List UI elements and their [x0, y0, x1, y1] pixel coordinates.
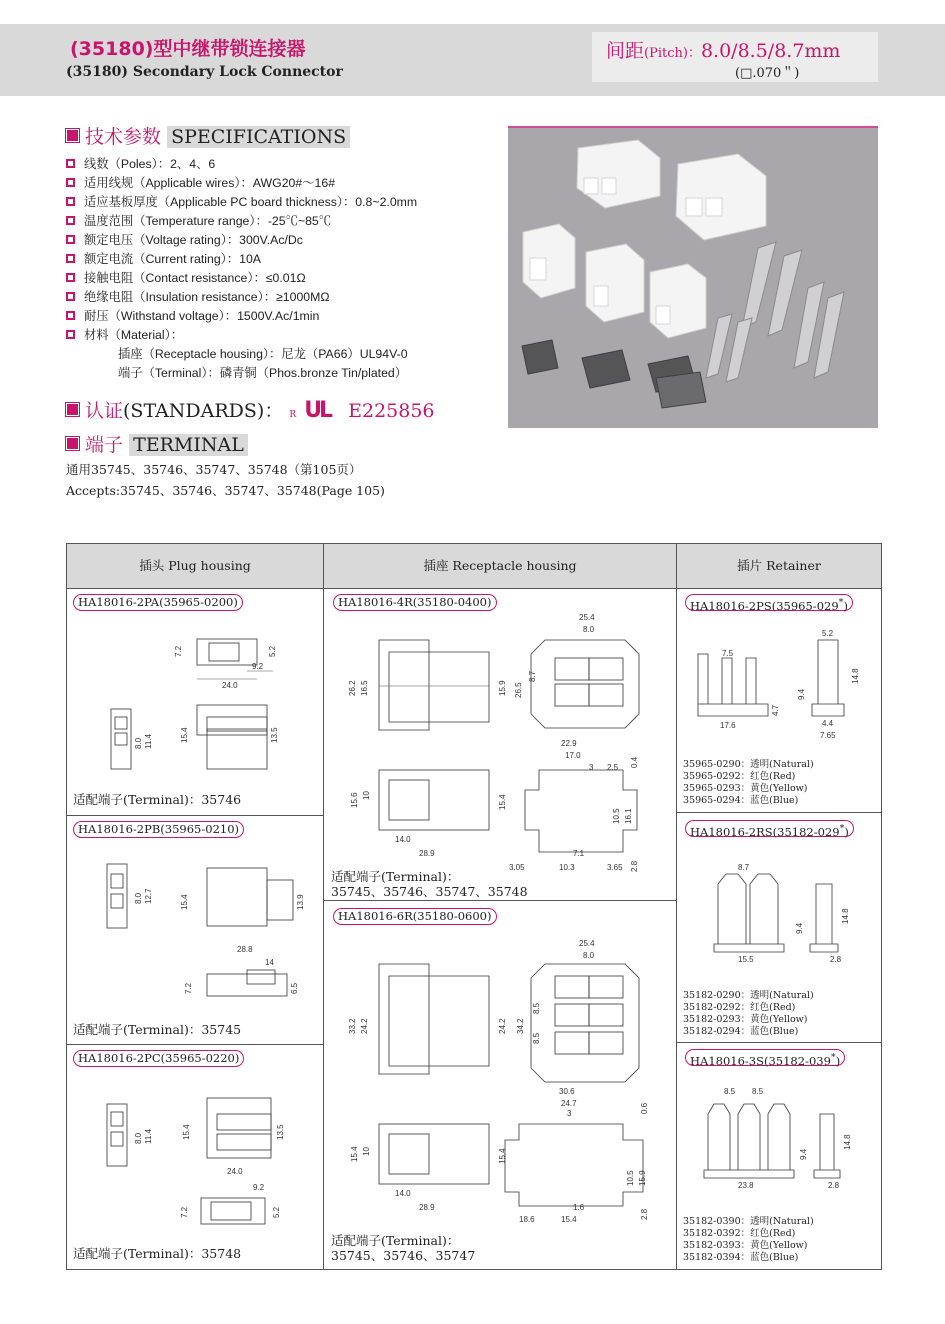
- part-number-6r: HA18016-6R(35180-0600): [333, 908, 497, 925]
- dim-label: 15.4: [182, 1124, 191, 1140]
- spec-text: 适应基板厚度（Applicable PC board thickness）：0.8~2.0mm: [84, 195, 418, 209]
- dim-label: 14.0: [395, 1189, 411, 1198]
- color-item: 35182-0393：黄色(Yellow): [683, 1240, 808, 1251]
- plug-2pb-drawing: [97, 844, 307, 1024]
- section-square-icon: [66, 403, 79, 416]
- col-header-retainer: 插片 Retainer: [677, 544, 881, 589]
- section-square-icon: [66, 129, 79, 142]
- dim-label: 5.2: [268, 645, 277, 657]
- dim-label: 3: [567, 1109, 572, 1118]
- material-sub-row: 插座（Receptacle housing）：尼龙（PA66）UL94V-0: [118, 347, 408, 361]
- dim-label: 24.0: [222, 681, 238, 690]
- asterisk-mark: *: [830, 1052, 836, 1063]
- terminal-heading-en: TERMINAL: [129, 434, 248, 456]
- dim-label: 15.4: [498, 1148, 507, 1164]
- spec-heading-en: SPECIFICATIONS: [167, 126, 350, 148]
- bullet-icon: [66, 216, 75, 225]
- spec-row: [66, 307, 417, 326]
- dim-label: 33.2: [348, 1018, 357, 1034]
- dim-label: 28.9: [419, 849, 435, 858]
- fit-terminal-2pb: 适配端子(Terminal)：35745: [73, 1022, 242, 1037]
- row-divider: [324, 900, 676, 901]
- spec-row: [66, 231, 417, 250]
- spec-row: [66, 288, 417, 307]
- color-item: 35182-0290：透明(Natural): [683, 990, 814, 1001]
- part-close: ): [835, 1053, 841, 1068]
- spec-row: [66, 326, 417, 345]
- bullet-icon: [66, 178, 75, 187]
- dim-label: 9.2: [253, 1183, 265, 1192]
- color-item: 35965-0290：透明(Natural): [683, 759, 814, 770]
- spec-text: 额定电压（Voltage rating）：300V.Ac/Dc: [84, 233, 303, 247]
- dim-label: 8.0: [134, 892, 143, 904]
- part-number-4r: HA18016-4R(35180-0400): [333, 594, 497, 611]
- spec-heading-cn: 技术参数: [85, 126, 162, 148]
- bullet-icon: [66, 254, 75, 263]
- dim-label: 2.8: [828, 1181, 840, 1190]
- terminal-strips: [706, 242, 844, 382]
- dim-label: 13.5: [276, 1124, 285, 1140]
- terminal-accepts-cn: 通用35745、35746、35747、35748（第105页）: [66, 462, 362, 477]
- dim-label: 10.3: [559, 863, 575, 872]
- standards-heading-cn: 认证: [85, 400, 124, 422]
- section-square-icon: [66, 437, 79, 450]
- row-divider: [677, 812, 881, 813]
- fit-terminal-4r-label: 适配端子(Terminal)：: [331, 869, 460, 884]
- color-item: 35182-0293：黄色(Yellow): [683, 1014, 808, 1025]
- bullet-icon: [66, 292, 75, 301]
- part-text: HA18016-2PS(35965-029: [690, 598, 839, 613]
- retainer-2ps-drawing: [682, 624, 878, 754]
- plug-2pc-drawing: [97, 1074, 307, 1244]
- dim-label: 9.4: [799, 1148, 808, 1160]
- dim-label: 7.5: [722, 649, 734, 658]
- dim-label: 14.8: [851, 668, 860, 684]
- dim-label: 8.7: [528, 670, 537, 682]
- spec-row: [66, 174, 417, 193]
- dim-label: 3.05: [509, 863, 525, 872]
- color-item: 35182-0394：蓝色(Blue): [683, 1252, 799, 1263]
- part-close: ): [843, 598, 848, 613]
- dim-label: 26.5: [514, 682, 523, 698]
- retainer-3s-drawing: [682, 1080, 878, 1210]
- dim-label: 8.0: [134, 737, 143, 749]
- standards-number: E225856: [348, 400, 435, 422]
- color-list-2ps: [683, 759, 814, 807]
- part-text: HA18016-2RS(35182-029: [690, 824, 840, 839]
- part-number-2rs: [685, 820, 854, 837]
- dim-label: 28.9: [419, 1203, 435, 1212]
- dim-label: 12.7: [144, 888, 153, 904]
- page-title-cn: (35180)型中继带锁连接器: [70, 38, 306, 60]
- dim-label: 8.5: [532, 1002, 541, 1014]
- dim-label: 6.5: [290, 982, 299, 994]
- part-number-2pa: HA18016-2PA(35965-0200): [73, 594, 243, 611]
- dim-label: 9.4: [797, 688, 806, 700]
- dim-label: 26.2: [348, 680, 357, 696]
- dim-label: 8.5: [724, 1087, 736, 1096]
- pitch-label: 间距: [606, 40, 645, 62]
- dim-label: 5.2: [272, 1206, 281, 1218]
- dim-label: 0.4: [630, 756, 639, 768]
- part-number-3s: [685, 1049, 845, 1066]
- dim-label: 15.9: [638, 1170, 647, 1186]
- bullet-icon: [66, 235, 75, 244]
- color-item: 35182-0390：透明(Natural): [683, 1216, 814, 1227]
- retainer-2rs-drawing: [682, 854, 878, 984]
- spec-text: 额定电流（Current rating）：10A: [84, 252, 261, 266]
- product-photo: [508, 126, 878, 428]
- dim-label: 15.4: [561, 1215, 577, 1224]
- fit-terminal-4r-list: 35745、35746、35747、35748: [331, 884, 528, 899]
- dim-label: 24.0: [227, 1167, 243, 1176]
- spec-text: 材料（Material）：: [84, 328, 184, 342]
- spec-text: 接触电阻（Contact resistance）：≤0.01Ω: [84, 271, 306, 285]
- spec-row: [66, 155, 417, 174]
- dim-label: 14.8: [843, 1134, 852, 1150]
- dim-label: 14: [265, 958, 274, 967]
- dim-label: 16.1: [624, 808, 633, 824]
- dim-label: 5.2: [822, 629, 834, 638]
- dim-label: 8.0: [134, 1132, 143, 1144]
- row-divider: [67, 1044, 323, 1045]
- dim-label: 2.5: [607, 763, 619, 772]
- dim-label: 1.6: [573, 1203, 585, 1212]
- dim-label: 24.7: [561, 1099, 577, 1108]
- bullet-icon: [66, 311, 75, 320]
- pitch-inch: (□.070＂): [735, 66, 800, 81]
- dim-label: 4.7: [771, 704, 780, 716]
- dim-label: 2.8: [630, 860, 639, 872]
- dim-label: 18.6: [519, 1215, 535, 1224]
- plug-2pa-drawing: [97, 619, 297, 799]
- standards-heading-en: (STANDARDS)：: [123, 400, 284, 422]
- fit-terminal-2pa: 适配端子(Terminal)：35746: [73, 792, 242, 807]
- dim-label: 15.4: [180, 894, 189, 910]
- color-item: 35965-0293：黄色(Yellow): [683, 783, 808, 794]
- pitch-value: 8.0/8.5/8.7mm: [700, 40, 841, 62]
- receptacle-6r-drawing: [329, 924, 673, 1224]
- page-title-en: (35180) Secondary Lock Connector: [66, 64, 343, 80]
- bullet-icon: [66, 273, 75, 282]
- pitch-line: [606, 36, 840, 63]
- spec-row: [66, 269, 417, 288]
- terminal-heading-cn: 端子: [85, 434, 124, 456]
- connector-housing-large: [523, 140, 766, 338]
- dim-label: 4.4: [822, 719, 834, 728]
- dim-label: 2.8: [830, 955, 842, 964]
- dim-label: 17.6: [720, 721, 736, 730]
- dim-label: 8.0: [583, 625, 595, 634]
- color-item: 35965-0294：蓝色(Blue): [683, 795, 799, 806]
- part-number-2pb: HA18016-2PB(35965-0210): [73, 821, 244, 838]
- spec-text: 线数（Poles）：2、4、6: [84, 157, 216, 171]
- terminal-heading: [66, 430, 248, 457]
- col-divider: [676, 544, 677, 1269]
- bullet-icon: [66, 159, 75, 168]
- color-item: 35182-0392：红色(Red): [683, 1228, 796, 1239]
- dim-label: 34.2: [516, 1018, 525, 1034]
- dim-label: 28.8: [237, 945, 253, 954]
- part-number-2pc: HA18016-2PC(35965-0220): [73, 1050, 244, 1067]
- dim-label: 25.4: [579, 613, 595, 622]
- dim-label: 24.2: [498, 1018, 507, 1034]
- spec-text: 耐压（Withstand voltage）：1500V.Ac/1min: [84, 309, 320, 323]
- dim-label: 14.0: [395, 835, 411, 844]
- retainer-parts: [522, 340, 706, 408]
- ul-logo: UL: [304, 398, 331, 423]
- fit-terminal-6r-label: 适配端子(Terminal)：: [331, 1233, 460, 1248]
- spec-text: 适用线规（Applicable wires）：AWG20#～16#: [84, 176, 336, 190]
- dim-label: 10.5: [626, 1170, 635, 1186]
- dim-label: 22.9: [561, 739, 577, 748]
- terminal-accepts-en: Accepts:35745、35746、35747、35748(Page 105): [66, 483, 385, 498]
- dim-label: 15.4: [350, 1146, 359, 1162]
- dim-label: 9.2: [252, 662, 264, 671]
- spec-text: 绝缘电阻（Insulation resistance）：≥1000MΩ: [84, 290, 330, 304]
- dim-label: 8.0: [583, 951, 595, 960]
- registered-mark: R: [289, 410, 297, 420]
- dim-label: 15.5: [738, 955, 754, 964]
- color-item: 35182-0292：红色(Red): [683, 1002, 796, 1013]
- dim-label: 7.65: [820, 731, 836, 740]
- dimension-table: [66, 543, 882, 1270]
- dim-label: 7.2: [174, 645, 183, 657]
- color-item: 35965-0292：红色(Red): [683, 771, 796, 782]
- color-list-3s: [683, 1216, 814, 1264]
- col-header-plug: 插头 Plug housing: [67, 544, 323, 589]
- dim-label: 0.6: [640, 1102, 649, 1114]
- dim-label: 10: [362, 1147, 371, 1156]
- asterisk-mark: *: [838, 597, 844, 608]
- specifications-heading: [66, 122, 350, 149]
- spec-list: [66, 155, 417, 383]
- dim-label: 13.5: [270, 727, 279, 743]
- spec-row: [66, 193, 417, 212]
- pitch-paren: (Pitch)：: [644, 46, 701, 61]
- row-divider: [677, 1042, 881, 1043]
- dim-label: 3.65: [607, 863, 623, 872]
- dim-label: 7.2: [184, 982, 193, 994]
- standards-line: [66, 396, 435, 423]
- part-text: HA18016-3S(35182-039: [690, 1053, 831, 1068]
- spec-text: 温度范围（Temperature range）：-25℃~85℃: [84, 214, 332, 228]
- receptacle-4r-drawing: [329, 610, 673, 872]
- dim-label: 8.7: [738, 863, 750, 872]
- fit-terminal-2pc: 适配端子(Terminal)：35748: [73, 1246, 242, 1261]
- asterisk-mark: *: [839, 823, 845, 834]
- spec-row: [66, 212, 417, 231]
- color-list-2rs: [683, 990, 814, 1038]
- col-header-receptacle: 插座 Receptacle housing: [324, 544, 676, 589]
- dim-label: 7.1: [573, 849, 585, 858]
- fit-terminal-6r-list: 35745、35746、35747: [331, 1248, 476, 1263]
- dim-label: 15.6: [350, 792, 359, 808]
- dim-label: 9.4: [795, 922, 804, 934]
- dim-label: 15.4: [180, 727, 189, 743]
- dim-label: 3: [589, 763, 594, 772]
- material-sub-row: 端子（Terminal）：磷青铜（Phos.bronze Tin/plated）: [118, 366, 408, 380]
- dim-label: 2.8: [640, 1208, 649, 1220]
- dim-label: 8.5: [532, 1032, 541, 1044]
- dim-label: 24.2: [360, 1018, 369, 1034]
- dim-label: 30.6: [559, 1087, 575, 1096]
- dim-label: 11.4: [144, 734, 153, 749]
- bullet-icon: [66, 197, 75, 206]
- color-item: 35182-0294：蓝色(Blue): [683, 1026, 799, 1037]
- dim-label: 10.5: [612, 808, 621, 824]
- part-number-2ps: [685, 594, 853, 611]
- part-close: ): [844, 824, 849, 839]
- dim-label: 10: [362, 791, 371, 800]
- dim-label: 7.2: [180, 1206, 189, 1218]
- spec-row: [66, 250, 417, 269]
- bullet-icon: [66, 330, 75, 339]
- dim-label: 13.9: [296, 894, 305, 910]
- dim-label: 8.5: [752, 1087, 764, 1096]
- dim-label: 17.0: [565, 751, 581, 760]
- dim-label: 11.4: [144, 1129, 153, 1144]
- dim-label: 25.4: [579, 939, 595, 948]
- dim-label: 16.5: [360, 680, 369, 696]
- dim-label: 15.4: [498, 794, 507, 810]
- row-divider: [67, 815, 323, 816]
- dim-label: 23.8: [738, 1181, 754, 1190]
- dim-label: 14.8: [841, 908, 850, 924]
- dim-label: 15.9: [498, 680, 507, 696]
- col-divider: [323, 544, 324, 1269]
